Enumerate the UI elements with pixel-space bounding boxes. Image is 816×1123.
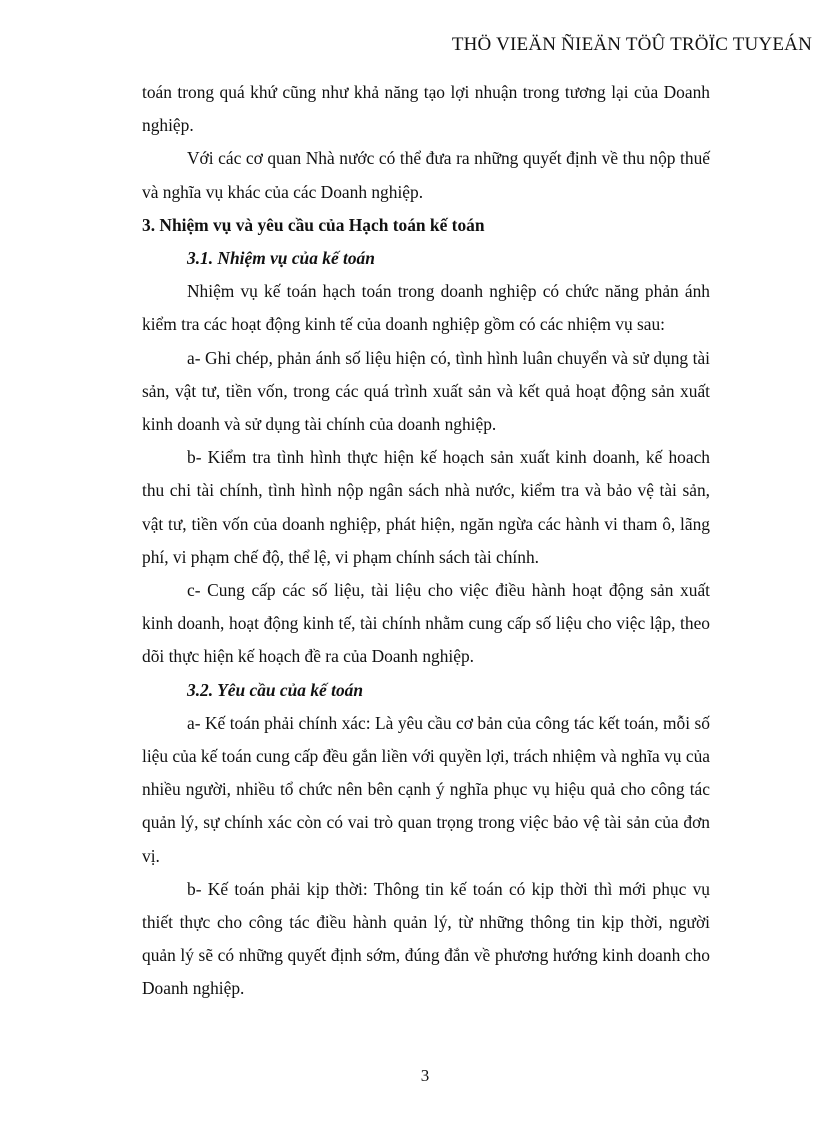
paragraph-continuation: toán trong quá khứ cũng như khả năng tạo lợi nhuận trong tương lại của Doanh nghiệp. [142,82,710,136]
paragraph-requirement-a: a- Kế toán phải chính xác: Là yêu cầu cơ bản của công tác kết toán, mỗi số liệu của kế toán cung cấp đều gắn liền với quyền lợi, trách nhiệm và nghĩa vụ của nhiều người, nhiều tổ chức nên bên cạnh ý nghĩa phục vụ hiệu quả cho công tác quản lý, sự chính xác còn có vai trò quan trọng trong việc bảo vệ tài sản của đơn vị. [142,712,710,866]
paragraph-duty-c: c- Cung cấp các số liệu, tài liệu cho việc điều hành hoạt động sản xuất kinh doanh, hoạt động kinh tế, tài chính nhằm cung cấp số liệu cho việc lập, theo dõi thực hiện kế hoạch đề ra của Doanh nghiệp. [142,580,710,667]
paragraph-state-agencies: Với các cơ quan Nhà nước có thể đưa ra những quyết định về thu nộp thuế và nghĩa vụ khác của các Doanh nghiệp. [142,148,710,202]
page-number: 3 [420,1066,430,1085]
running-header: THÖ VIEÄN ÑIEÄN TÖÛ TRÖÏC TUYEÁN [451,34,812,55]
section-heading-3: 3. Nhiệm vụ và yêu cầu của Hạch toán kế toán [142,214,485,235]
page-body [142,76,710,1006]
paragraph-duties-intro: Nhiệm vụ kế toán hạch toán trong doanh nghiệp có chức năng phản ánh kiểm tra các hoạt động kinh tế của doanh nghiệp gồm có các nhiệm vụ sau: [142,281,710,335]
paragraph-duty-a: a- Ghi chép, phản ánh số liệu hiện có, tình hình luân chuyển và sử dụng tài sản, vật tư, tiền vốn, trong các quá trình xuất sản và kết quả hoạt động sản xuất kinh doanh và sử dụng tài chính của doanh nghiệp. [142,347,710,435]
subsection-heading-3-2: 3.2. Yêu cầu của kế toán [187,679,364,700]
paragraph-duty-b: b- Kiểm tra tình hình thực hiện kế hoạch sản xuất kinh doanh, kế hoach thu chi tài chính, tình hình nộp ngân sách nhà nước, kiểm tra và bảo vệ tài sản, vật tư, tiền vốn của doanh nghiệp, phát hiện, ngăn ngừa các hành vi tham ô, lãng phí, vi phạm chế độ, thể lệ, vi phạm chính sách tài chính. [142,447,710,567]
subsection-heading-3-1: 3.1. Nhiệm vụ của kế toán [187,248,375,269]
paragraph-requirement-b: b- Kế toán phải kịp thời: Thông tin kế toán có kịp thời thì mới phục vụ thiết thực cho công tác điều hành quản lý, từ những thông tin kịp thời, người quản lý sẽ có những quyết định sớm, đúng đắn về phương hướng kinh doanh cho Doanh nghiệp. [142,878,710,999]
